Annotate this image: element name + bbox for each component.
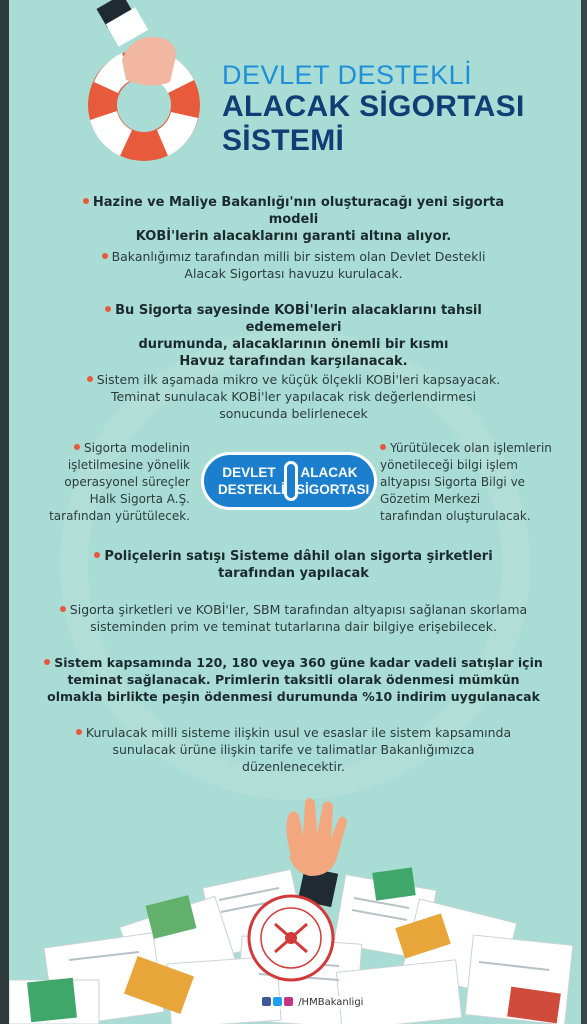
bullet-dot <box>105 306 111 312</box>
title-line-1: DEVLET DESTEKLİ <box>222 60 473 90</box>
right-column-text: Yürütülecek olan işlemlerin yönetileceği bilgi işlem altyapısı Sigorta Bilgi ve Gözetim Merkezi tarafından oluşturulacak. <box>380 441 552 523</box>
bullet-dot <box>102 253 108 259</box>
title-line-3: SİSTEMİ <box>222 123 345 157</box>
bullet-dot <box>76 729 82 735</box>
twitter-icon <box>273 997 282 1006</box>
info-paragraph: Bu Sigorta sayesinde KOBİ'lerin alacaklarını tahsil edememeleri durumunda, alacaklarının önemli bir kısmı Havuz tarafından karşılanacak. <box>60 302 527 370</box>
info-paragraph: Poliçelerin satışı Sisteme dâhil olan sigorta şirketleri tarafından yapılacak <box>60 548 527 582</box>
page-title <box>222 60 525 157</box>
logo-right-text: ALACAK SİGORTASI <box>296 465 370 497</box>
paper-pile-illustration <box>9 790 581 1024</box>
bullet-dot <box>83 198 89 204</box>
info-paragraph: Sistem kapsamında 120, 180 veya 360 güne kadar vadeli satışlar için teminat sağlanacak. Primlerin taksitli olarak ödenmesi mümkün olmakla birlikte peşin ödenmesi durumunda %10 indirim uygulanacak <box>40 654 547 705</box>
bullet-dot <box>60 606 66 612</box>
right-border <box>581 0 587 1024</box>
left-column-text: Sigorta modelinin işletilmesine yönelik operasyonel süreçler Halk Sigorta A.Ş. tarafından yürütülecek. <box>49 441 190 523</box>
title-line-2: ALACAK SİGORTASI <box>222 90 525 124</box>
social-handle: /HMBakanligi <box>298 997 364 1008</box>
info-paragraph: Hazine ve Maliye Bakanlığı'nın oluşturacağı yeni sigorta modeli KOBİ'lerin alacaklarını garanti altına alıyor. <box>60 194 527 245</box>
lifebuoy-hand-illustration <box>82 0 212 175</box>
logo-left-text: DEVLET DESTEKLİ <box>218 465 285 497</box>
facebook-icon <box>262 997 271 1006</box>
bullet-dot <box>74 444 80 450</box>
bullet-dot <box>44 659 50 665</box>
left-border <box>0 0 9 1024</box>
system-logo <box>201 452 377 510</box>
info-paragraph: Kurulacak milli sisteme ilişkin usul ve esaslar ile sistem kapsamında sunulacak ürüne ilişkin tarife ve talimatlar Bakanlığımızca düzenlenecektir. <box>45 724 542 775</box>
info-paragraph: Sistem ilk aşamada mikro ve küçük ölçekli KOBİ'leri kapsayacak. Teminat sunulacak KOBİ'ler yapılacak risk değerlendirmesi sonucunda belirlenecek <box>55 371 532 422</box>
info-paragraph: Bakanlığımız tarafından milli bir sistem olan Devlet Destekli Alacak Sigortası havuzu kurulacak. <box>60 248 527 282</box>
instagram-icon <box>284 997 293 1006</box>
bullet-dot <box>380 444 386 450</box>
info-paragraph: Sigorta şirketleri ve KOBİ'ler, SBM tarafından altyapısı sağlanan skorlama sisteminden prim ve teminat tutarlarına dair bilgiye erişebilecek. <box>45 601 542 635</box>
bullet-dot <box>94 552 100 558</box>
bullet-dot <box>87 376 93 382</box>
social-footer <box>258 996 367 1009</box>
